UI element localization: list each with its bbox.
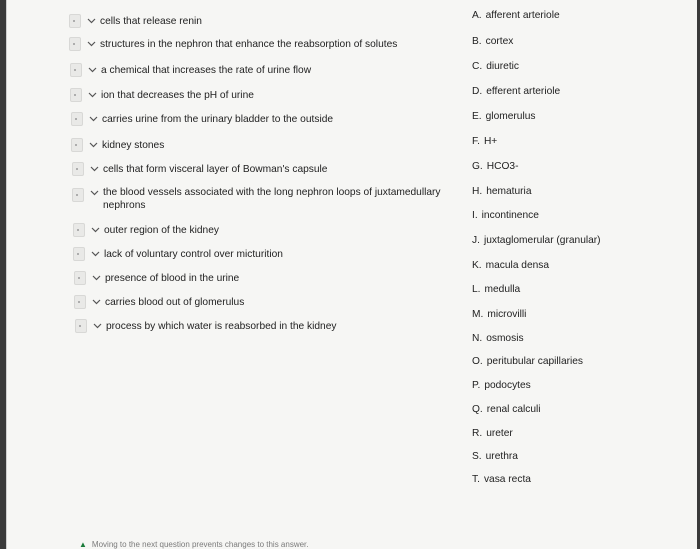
answer-select-11[interactable]	[74, 271, 86, 285]
answer-select-2[interactable]	[69, 37, 81, 51]
chevron-down-icon[interactable]	[91, 249, 101, 259]
answer-option-f	[472, 136, 497, 147]
answer-option-d	[472, 86, 560, 97]
matching-row-10	[73, 246, 283, 262]
answer-select-3[interactable]	[70, 63, 82, 77]
answer-text: podocytes	[484, 380, 531, 391]
answer-letter: S.	[472, 451, 482, 462]
matching-row-3	[70, 62, 311, 78]
question-text: process by which water is reabsorbed in the kidney	[106, 320, 337, 332]
answer-letter: K.	[472, 260, 482, 271]
question-text: carries blood out of glomerulus	[105, 296, 245, 308]
answer-letter: M.	[472, 309, 484, 320]
chevron-down-icon[interactable]	[89, 140, 99, 150]
answer-text: hematuria	[486, 186, 532, 197]
answer-text: peritubular capillaries	[486, 356, 584, 367]
chevron-down-icon[interactable]	[92, 273, 102, 283]
answer-option-j	[472, 235, 601, 246]
answer-letter: A.	[472, 10, 482, 21]
matching-row-13	[75, 318, 336, 334]
answer-select-4[interactable]	[70, 88, 82, 102]
next-question-warning: ▲ Moving to the next question prevents changes to this answer.	[79, 540, 309, 549]
chevron-down-icon[interactable]	[91, 225, 101, 235]
chevron-down-icon[interactable]	[90, 188, 100, 198]
question-text: lack of voluntary control over micturition	[104, 248, 283, 260]
answer-select-8[interactable]	[72, 188, 84, 202]
matching-row-2	[69, 36, 397, 52]
answer-letter: I.	[472, 210, 478, 221]
answer-select-12[interactable]	[74, 295, 86, 309]
chevron-down-icon[interactable]	[88, 65, 98, 75]
answer-text: ureter	[486, 428, 513, 439]
answer-text: microvilli	[487, 309, 527, 320]
answer-letter: Q.	[472, 404, 483, 415]
question-text: cells that release renin	[100, 15, 202, 27]
answer-option-r	[472, 428, 513, 439]
answer-text: HCO3-	[486, 161, 519, 172]
answer-letter: R.	[472, 428, 483, 439]
answer-select-5[interactable]	[71, 112, 83, 126]
answer-text: medulla	[484, 284, 521, 295]
answer-letter: C.	[472, 61, 483, 72]
matching-row-5	[71, 111, 333, 127]
answer-option-e	[472, 111, 535, 122]
answer-select-1[interactable]	[69, 14, 81, 28]
answer-select-13[interactable]	[75, 319, 87, 333]
answer-letter: T.	[472, 474, 480, 485]
matching-question-sheet	[6, 0, 697, 549]
answer-text: afferent arteriole	[485, 10, 560, 21]
matching-row-11	[74, 270, 239, 286]
matching-row-9	[73, 222, 219, 238]
question-text: carries urine from the urinary bladder to the outside	[102, 113, 334, 125]
matching-row-8	[72, 186, 458, 214]
chevron-down-icon[interactable]	[93, 321, 103, 331]
chevron-down-icon[interactable]	[88, 90, 98, 100]
matching-row-1	[69, 13, 202, 29]
question-text: presence of blood in the urine	[105, 272, 240, 284]
chevron-down-icon[interactable]	[87, 16, 97, 26]
answer-option-i	[472, 210, 539, 221]
answer-option-q	[472, 404, 541, 415]
answer-text: H+	[483, 136, 498, 147]
answer-text: urethra	[485, 451, 518, 462]
answer-select-10[interactable]	[73, 247, 85, 261]
matching-row-7	[72, 161, 327, 177]
matching-row-4	[70, 87, 254, 103]
answer-letter: G.	[472, 161, 483, 172]
chevron-down-icon[interactable]	[87, 39, 97, 49]
answer-option-h	[472, 186, 532, 197]
matching-row-12	[74, 294, 244, 310]
answer-option-k	[472, 260, 549, 271]
question-text: kidney stones	[102, 139, 165, 151]
answer-text: macula densa	[485, 260, 550, 271]
answer-text: osmosis	[486, 333, 524, 344]
answer-letter: D.	[472, 86, 483, 97]
arrow-right-icon: ▲	[79, 540, 87, 549]
answer-letter: B.	[472, 36, 482, 47]
answer-option-c	[472, 61, 519, 72]
answer-option-t	[472, 474, 531, 485]
answer-letter: O.	[472, 356, 483, 367]
answer-select-6[interactable]	[71, 138, 83, 152]
answer-text: efferent arteriole	[486, 86, 561, 97]
chevron-down-icon[interactable]	[89, 114, 99, 124]
question-text: outer region of the kidney	[104, 224, 219, 236]
answer-text: vasa recta	[483, 474, 531, 485]
answer-option-g	[472, 161, 518, 172]
answer-letter: F.	[472, 136, 480, 147]
answer-select-9[interactable]	[73, 223, 85, 237]
answer-letter: J.	[472, 235, 480, 246]
question-text: a chemical that increases the rate of urine flow	[101, 64, 312, 76]
answer-text: renal calculi	[486, 404, 541, 415]
chevron-down-icon[interactable]	[90, 164, 100, 174]
question-text: structures in the nephron that enhance the reabsorption of solutes	[100, 38, 398, 50]
answer-option-m	[472, 309, 526, 320]
answer-option-b	[472, 36, 513, 47]
answer-option-l	[472, 284, 520, 295]
answer-letter: P.	[472, 380, 481, 391]
question-text: ion that decreases the pH of urine	[101, 89, 254, 101]
question-text: the blood vessels associated with the long nephron loops of juxtamedullary nephrons	[103, 187, 441, 211]
answer-option-a	[472, 10, 560, 21]
question-text: cells that form visceral layer of Bowman's capsule	[103, 163, 328, 175]
answer-letter: L.	[472, 284, 481, 295]
answer-option-n	[472, 333, 524, 344]
answer-option-s	[472, 451, 518, 462]
answer-letter: H.	[472, 186, 483, 197]
chevron-down-icon[interactable]	[92, 297, 102, 307]
matching-row-6	[71, 137, 164, 153]
answer-option-o	[472, 356, 583, 367]
answer-text: glomerulus	[485, 111, 536, 122]
answer-text: cortex	[485, 36, 514, 47]
answer-letter: N.	[472, 333, 483, 344]
answer-select-7[interactable]	[72, 162, 84, 176]
answer-letter: E.	[472, 111, 482, 122]
answer-text: diuretic	[486, 61, 520, 72]
answer-text: incontinence	[481, 210, 539, 221]
answer-option-p	[472, 380, 531, 391]
answer-text: juxtaglomerular (granular)	[483, 235, 601, 246]
